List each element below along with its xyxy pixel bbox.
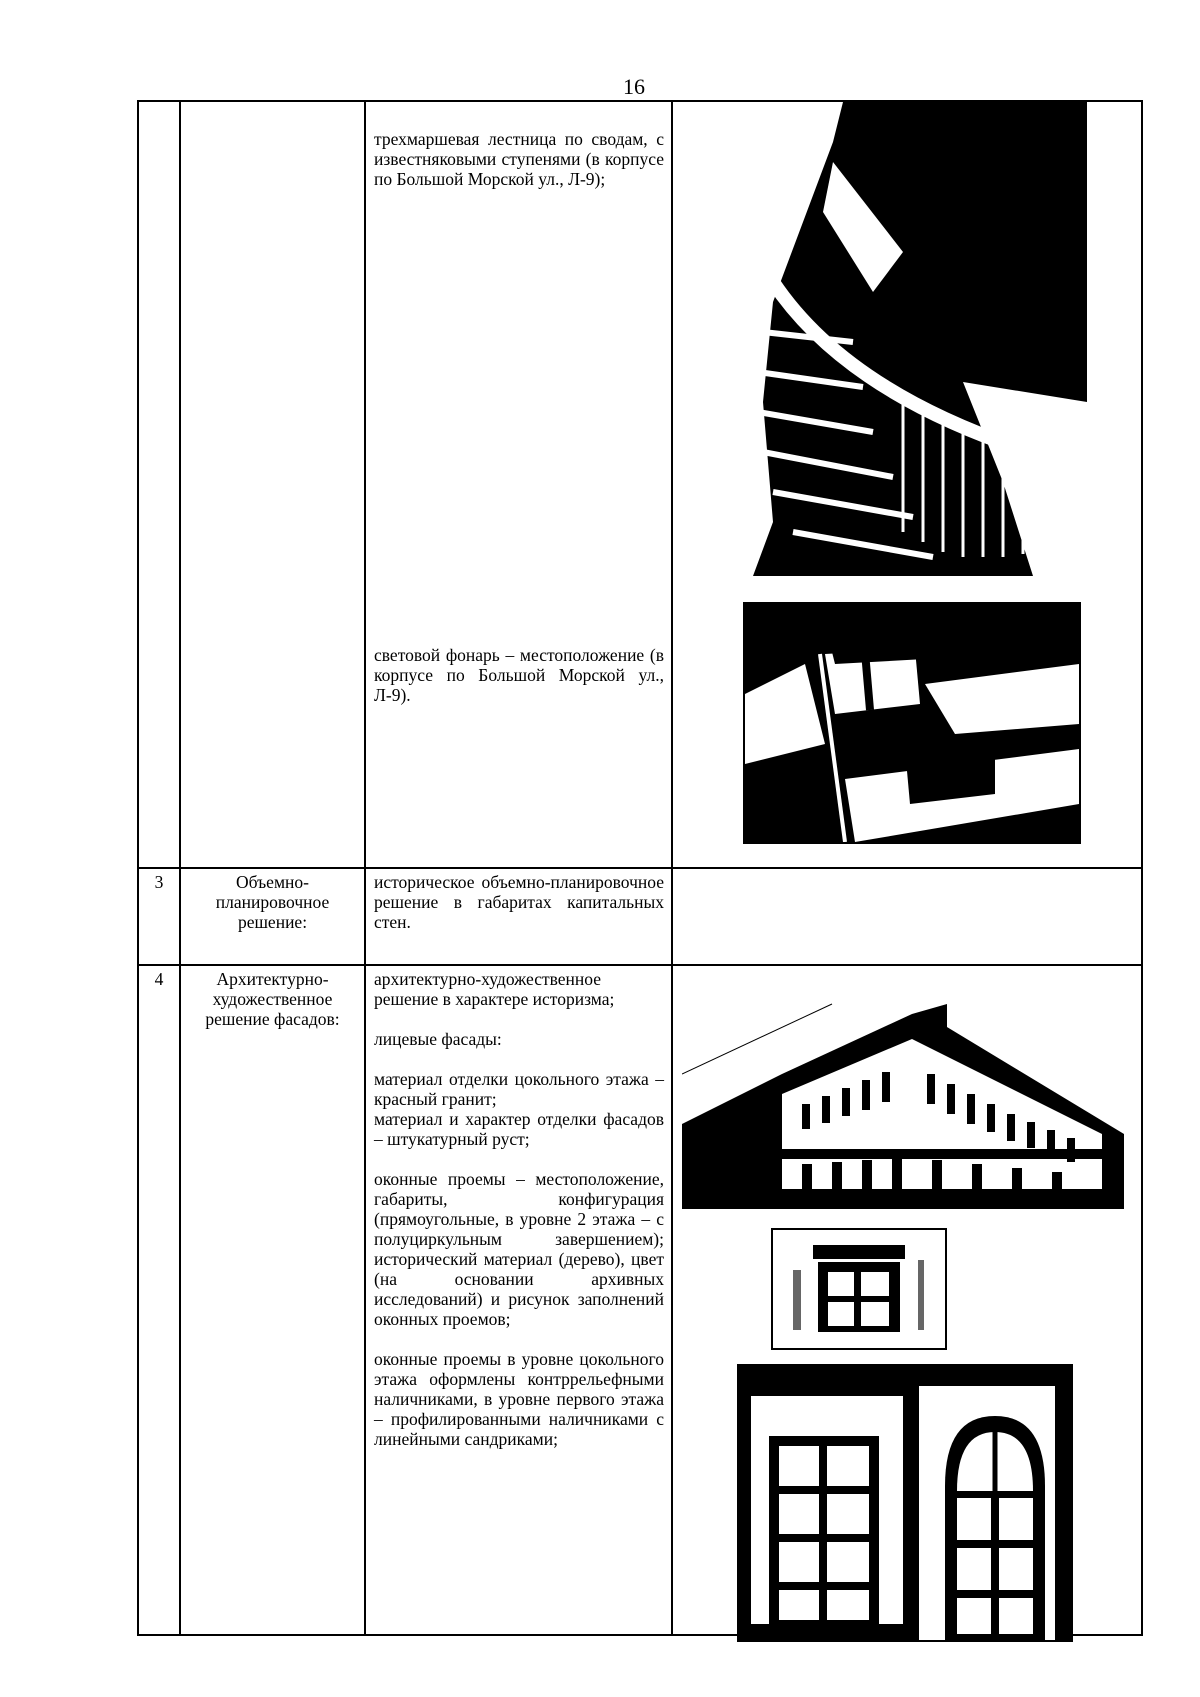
monument-features-table [137, 100, 1143, 1636]
row-name: Архитектурно-художественное решение фасадов: [205, 969, 340, 1029]
row-number [139, 102, 179, 105]
description-plinth: материал отделки цокольного этажа – красный гранит; [374, 1069, 664, 1109]
row-number: 3 [154, 872, 164, 892]
row-description [374, 969, 664, 1449]
table-row [139, 102, 1141, 869]
row-number: 4 [154, 969, 164, 989]
row-name [181, 102, 364, 105]
row-description [374, 645, 664, 705]
window-arch-photo [903, 1364, 1073, 1642]
window-rect-photo [737, 1364, 905, 1642]
window-detail-photo [771, 1228, 947, 1350]
facade-photo [682, 984, 1124, 1209]
description-window-trims: оконные проемы в уровне цокольного этажа оформлены контррельефными наличниками, в уровне первого этажа – профилированными наличниками с линейными сандриками; [374, 1349, 664, 1449]
description-style: архитектурно-художественное решение в характере историзма; [374, 969, 615, 1009]
page-number: 16 [623, 74, 645, 99]
row-description [374, 129, 664, 189]
row-name: Объемно-планировочное решение: [215, 872, 330, 932]
table-row [139, 867, 1141, 966]
skylight-photo [743, 602, 1081, 844]
table-row [139, 964, 1141, 1634]
description-skylight: световой фонарь – местоположение (в корпусе по Большой Морской ул., Л-9). [374, 645, 664, 705]
description-facades-heading: лицевые фасады: [374, 1029, 502, 1049]
description-spatial: историческое объемно-планировочное решение в габаритах капитальных стен. [374, 872, 664, 932]
description-staircase: трехмаршевая лестница по сводам, с известняковыми ступенями (в корпусе по Большой Морской ул., Л-9); [374, 129, 664, 189]
description-windows: оконные проемы – местоположение, габариты, конфигурация (прямоугольные, в уровне 2 этажа – с полуциркульным завершением); исторический материал (дерево), цвет (на основании архивных исследований) и рисунок заполнений оконных проемов; [374, 1169, 664, 1329]
row-description [374, 872, 664, 932]
staircase-photo [733, 102, 1087, 576]
description-finish: материал и характер отделки фасадов – штукатурный руст; [374, 1109, 664, 1149]
